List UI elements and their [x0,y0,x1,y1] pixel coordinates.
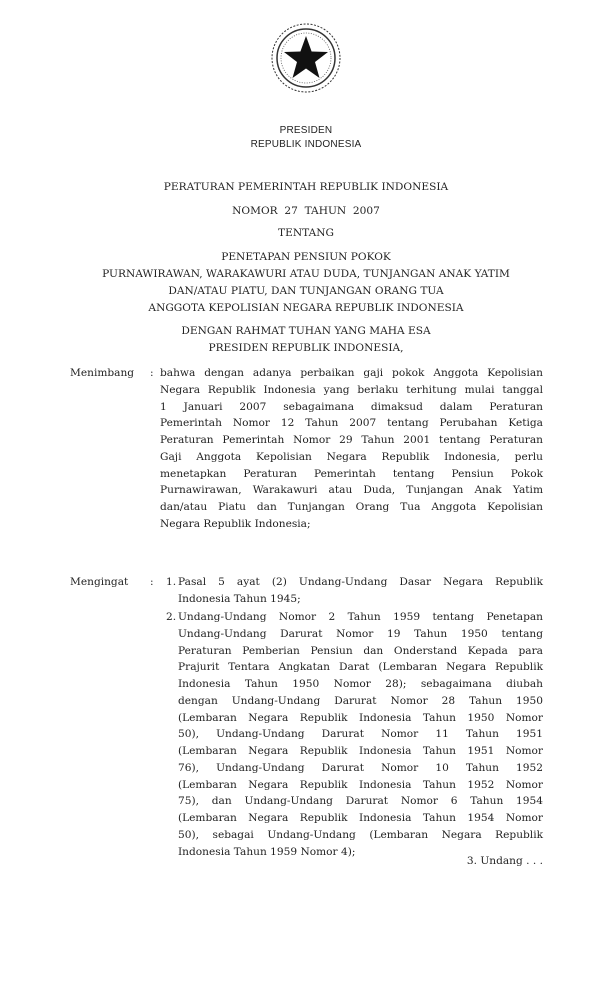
text-line: Peraturan Pemberian Pensiun dan Onderstand Kepada para [178,644,543,657]
text-line: Indonesia Tahun 1945; [178,592,301,605]
text-line: dengan Undang-Undang Darurat Nomor 28 Tahun 1950 [178,694,543,707]
menimbang-text [160,365,543,533]
colon: : [150,367,154,379]
text-line: Pemerintah Nomor 12 Tahun 2007 tentang Perubahan Ketiga [160,417,543,430]
text-line: Gaji Anggota Kepolisian Negara Republik Indonesia, perlu [160,450,543,463]
mengingat-item [178,574,543,608]
text-line: Negara Republik Indonesia yang berlaku terhitung mulai tanggal [160,383,543,396]
subject-line: ANGGOTA KEPOLISIAN NEGARA REPUBLIK INDONESIA [148,302,464,314]
text-line: Pasal 5 ayat (2) Undang-Undang Dasar Negara Republik [178,576,543,588]
text-line: (Lembaran Negara Republik Indonesia Tahun 1952 Nomor [178,778,543,791]
preamble-line: PRESIDEN REPUBLIK INDONESIA, [208,342,404,354]
mengingat-item [178,609,543,860]
text-line: Peraturan Pemerintah Nomor 29 Tahun 2001 tentang Peraturan [160,434,543,446]
continuation-marker: 3. Undang . . . [466,855,543,867]
text-line: 50), sebagai Undang-Undang (Lembaran Negara Republik [178,828,543,841]
regulation-title: PERATURAN PEMERINTAH REPUBLIK INDONESIA [163,181,449,193]
menimbang-label: Menimbang [70,367,135,379]
colon: : [150,576,154,588]
item-number: 2. [166,611,177,623]
text-line: dan/atau Piatu dan Tunjangan Orang Tua Anggota Kepolisian [160,501,543,513]
text-line: Undang-Undang Nomor 2 Tahun 1959 tentang Penetapan [178,611,543,623]
text-line: Negara Republik Indonesia; [160,517,311,530]
text-line: Indonesia Tahun 1950 Nomor 28); sebagaimana diubah [178,678,543,690]
text-line: bahwa dengan adanya perbaikan gaji pokok Anggota Kepolisian [160,367,543,379]
tentang-label: TENTANG [278,227,334,239]
regulation-number: NOMOR 27 TAHUN 2007 [232,205,380,217]
subject-line: PENETAPAN PENSIUN POKOK [221,251,391,263]
header-presiden: PRESIDEN [279,125,333,136]
garuda-star-emblem [270,22,342,94]
text-line: menetapkan Peraturan Pemerintah tentang Pensiun Pokok [160,467,543,480]
text-line: 1 Januari 2007 sebagaimana dimaksud dalam Peraturan [160,400,543,413]
subject-line: PURNAWIRAWAN, WARAKAWURI ATAU DUDA, TUNJANGAN ANAK YATIM [102,268,510,280]
preamble-line: DENGAN RAHMAT TUHAN YANG MAHA ESA [181,325,431,337]
text-line: (Lembaran Negara Republik Indonesia Tahun 1954 Nomor [178,812,543,824]
text-line: (Lembaran Negara Republik Indonesia Tahun 1951 Nomor [178,745,543,757]
text-line: 76), Undang-Undang Darurat Nomor 10 Tahun 1952 [178,761,543,774]
item-number: 1. [166,576,177,588]
text-line: 75), dan Undang-Undang Darurat Nomor 6 Tahun 1954 [178,795,543,808]
text-line: Indonesia Tahun 1959 Nomor 4); [178,845,356,858]
mengingat-label: Mengingat [70,576,129,588]
subject-line: DAN/ATAU PIATU, DAN TUNJANGAN ORANG TUA [168,285,444,297]
text-line: Undang-Undang Darurat Nomor 19 Tahun 1950 tentang [178,627,543,640]
text-line: Purnawirawan, Warakawuri atau Duda, Tunjangan Anak Yatim [160,484,543,497]
header-republik: REPUBLIK INDONESIA [250,139,362,150]
text-line: 50), Undang-Undang Darurat Nomor 11 Tahun 1951 [178,728,543,741]
text-line: (Lembaran Negara Republik Indonesia Tahun 1950 Nomor [178,711,543,724]
text-line: Prajurit Tentara Angkatan Darat (Lembaran Negara Republik [178,661,543,674]
